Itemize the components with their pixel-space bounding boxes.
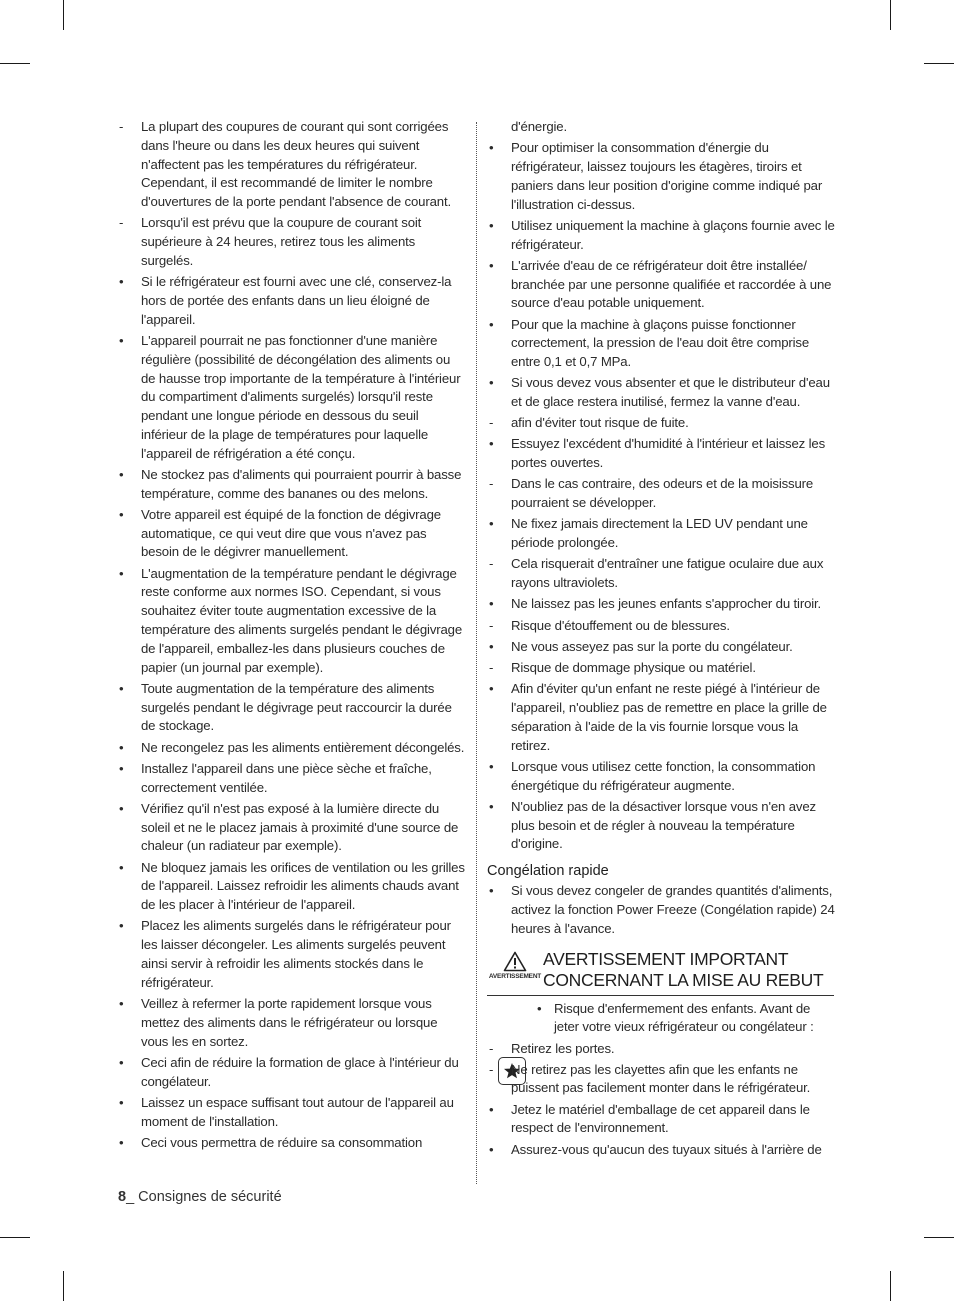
bullet-marker: • [489, 516, 494, 532]
list-item-text: Ceci vous permettra de réduire sa consommation [141, 1134, 423, 1150]
list-item [117, 1134, 467, 1153]
bullet-marker: • [489, 316, 494, 332]
list-item-text: d'énergie. [511, 119, 568, 134]
list-item-text: Dans le cas contraire, des odeurs et de la moisissure pourraient se développer. [511, 476, 814, 511]
list-item-text: afin d'éviter tout risque de fuite. [511, 415, 689, 431]
list-item-text: Placez les aliments surgelés dans le réfrigérateur pour les laisser décongeler. Les aliments surgelés peuvent ainsi servir à refroidir les aliments stockés dans le réfrigérateur. [141, 918, 451, 990]
dash-marker: - [489, 1040, 494, 1056]
list-item-text: L'arrivée d'eau de ce réfrigérateur doit être installée/ branchée par une personne qualifiée et raccordée à une source d'eau potable uniquement. [511, 257, 832, 311]
list-item-text: Jetez le matériel d'emballage de cet appareil dans le respect de l'environnement. [511, 1101, 810, 1136]
bullet-marker: • [119, 739, 124, 755]
list-item [487, 316, 837, 372]
bullet-marker: • [489, 681, 494, 697]
list-item-text: Votre appareil est équipé de la fonction de dégivrage automatique, ce qui veut dire que vous n'avez pas besoin de le dégivrer manuellement. [141, 506, 441, 560]
list-item-text: Risque de dommage physique ou matériel. [511, 659, 756, 675]
bullet-marker: • [489, 217, 494, 233]
crop-mark [924, 63, 954, 64]
list-item-text: Ne recongelez pas les aliments entièrement décongelés. [141, 739, 465, 755]
list-item [117, 1094, 467, 1132]
crop-mark [63, 1271, 64, 1301]
list-item [487, 374, 837, 412]
dash-marker: - [489, 476, 494, 492]
crop-mark [0, 1237, 30, 1238]
list-item-text: Assurez-vous qu'aucun des tuyaux situés à l'arrière de [511, 1141, 822, 1157]
list-item-text: L'augmentation de la température pendant le dégivrage reste conforme aux normes ISO. Cependant, si vous souhaitez éviter toute augmentation excessive de la température des aliments surgelés pendant le dégivrage de l'appareil, emballez-les dans plusieurs couches de papier (un journal par exemple). [141, 565, 463, 675]
list-item-text: Si vous devez vous absenter et que le distributeur d'eau et de glace restera inutilisé, fermez la vanne d'eau. [511, 375, 830, 410]
bullet-marker: • [119, 918, 124, 934]
dash-marker: - [489, 415, 494, 431]
bullet-marker: • [489, 1101, 494, 1117]
dash-marker: - [489, 659, 494, 675]
dash-marker: - [489, 556, 494, 572]
list-item-text: Ne retirez pas les clayettes afin que les enfants ne puissent pas facilement monter dans le réfrigérateur. [511, 1061, 811, 1096]
bullet-marker: • [489, 596, 494, 612]
left-list [117, 118, 467, 1152]
warning-title: AVERTISSEMENT IMPORTANT CONCERNANT LA MISE AU REBUT [543, 948, 824, 990]
crop-mark [890, 1271, 891, 1301]
list-item [117, 565, 467, 678]
list-item-text: Retirez les portes. [511, 1040, 615, 1056]
list-item [487, 882, 837, 938]
bullet-marker: • [489, 375, 494, 391]
list-item-text: Pour optimiser la consommation d'énergie du réfrigérateur, laissez toujours les étagères, tiroirs et paniers dans leur position d'origine comme indiqué par l'illustration ci-dessus. [511, 140, 823, 212]
list-item-text: Risque d'enfermement des enfants. Avant de jeter votre vieux réfrigérateur ou congélateur : [554, 1000, 814, 1035]
bullet-marker: • [119, 274, 124, 290]
list-item-text: Ne laissez pas les jeunes enfants s'approcher du tiroir. [511, 596, 822, 612]
list-item [117, 680, 467, 736]
warning-triangle-icon [503, 951, 527, 972]
list-item-text: L'appareil pourrait ne pas fonctionner d'une manière régulière (possibilité de décongélation des aliments ou de hausse trop importante de la température à l'intérieur du compartiment d'aliments surgelés) lorsqu'il reste pendant une longue période en dessous du seuil inférieur de la plage de températures pour laquelle l'appareil de réfrigération a été conçu. [141, 332, 461, 461]
list-item-text: Vérifiez qu'il n'est pas exposé à la lumière directe du soleil et ne le placez jamais à proximité d'une source de chaleur (un radiateur par exemple). [141, 800, 459, 854]
warning-body-wrap [487, 1000, 837, 1160]
list-item [487, 758, 837, 796]
list-item [117, 506, 467, 562]
list-item-text: Si le réfrigérateur est fourni avec une clé, conservez-la hors de portée des enfants dans un lieu éloigné de l'appareil. [141, 274, 452, 327]
dash-marker: - [119, 119, 124, 134]
bullet-marker: • [119, 565, 124, 581]
bullet-marker: • [537, 1000, 542, 1016]
bullet-marker: • [489, 798, 494, 814]
list-item [117, 118, 467, 212]
list-item [487, 1040, 837, 1059]
list-item [487, 139, 837, 214]
list-item-text: Afin d'éviter qu'un enfant ne reste piégé à l'intérieur de l'appareil, n'oubliez pas de remettre en place la grille de séparation à l'aide de la vis fournie lorsque vous la retirez. [511, 681, 827, 753]
list-item [487, 1101, 837, 1139]
warning-icon [487, 949, 543, 980]
bullet-marker: • [119, 760, 124, 776]
list-item-text: Installez l'appareil dans une pièce sèche et fraîche, correctement ventilée. [141, 760, 432, 795]
list-item-text: Ne bloquez jamais les orifices de ventilation ou les grilles de l'appareil. Laissez refroidir les aliments chauds avant de les placer à l'intérieur de l'appareil. [141, 859, 465, 913]
dash-marker: - [489, 1061, 494, 1077]
list-item-text: N'oubliez pas de la désactiver lorsque vous n'en avez plus besoin et de régler à nouveau la température d'origine. [511, 798, 816, 852]
list-item [487, 555, 837, 593]
bullet-marker: • [489, 883, 494, 899]
list-item [117, 995, 467, 1051]
bullet-marker: • [119, 995, 124, 1011]
list-item-text: Ne fixez jamais directement la LED UV pendant une période prolongée. [511, 516, 808, 551]
list-item [117, 214, 467, 270]
bullet-marker: • [489, 436, 494, 452]
list-item-text: Lorsque vous utilisez cette fonction, la consommation énergétique du réfrigérateur augmente. [511, 758, 816, 793]
right-column [487, 118, 837, 1162]
list-item-text: Risque d'étouffement ou de blessures. [511, 617, 730, 633]
list-item [487, 638, 837, 657]
list-item [487, 659, 837, 678]
bullet-marker: • [119, 800, 124, 816]
list-item-text: La plupart des coupures de courant qui sont corrigées dans l'heure ou dans les deux heures qui suivent n'affectent pas les températures du réfrigérateur. Cependant, il est recommandé de limiter le nombre d'ouvertures de la porte pendant l'absence de courant. [141, 119, 451, 210]
bullet-marker: • [119, 1054, 124, 1070]
bullet-marker: • [119, 466, 124, 482]
list-item [117, 859, 467, 915]
list-item [487, 475, 837, 513]
list-item-text: Cela risquerait d'entraîner une fatigue oculaire due aux rayons ultraviolets. [511, 556, 824, 591]
list-item [487, 257, 837, 313]
crop-mark [890, 0, 891, 30]
warning-icon-label: AVERTISSEMENT [488, 972, 542, 980]
bullet-marker: • [489, 140, 494, 156]
bullet-marker: • [119, 859, 124, 875]
left-column [117, 118, 467, 1155]
footer-section: _ Consignes de sécurité [126, 1189, 282, 1205]
list-item-text: Laissez un espace suffisant tout autour de l'appareil au moment de l'installation. [141, 1094, 454, 1129]
right-list [487, 118, 837, 854]
list-item [117, 800, 467, 856]
list-item-text: Lorsqu'il est prévu que la coupure de courant soit supérieure à 24 heures, retirez tous les aliments surgelés. [141, 215, 422, 268]
list-item-text: Ceci afin de réduire la formation de glace à l'intérieur du congélateur. [141, 1054, 459, 1089]
list-item [487, 515, 837, 553]
bullet-marker: • [489, 257, 494, 273]
list-item [117, 466, 467, 504]
quick-freeze-title: Congélation rapide [487, 863, 609, 880]
bullet-marker: • [119, 332, 124, 348]
page-number: 8 [118, 1189, 127, 1205]
dash-marker: - [489, 617, 494, 633]
list-item [117, 739, 467, 758]
list-item [487, 1141, 837, 1160]
list-item [487, 798, 837, 854]
list-item [117, 332, 467, 464]
crop-mark [924, 1237, 954, 1238]
bullet-marker: • [489, 1141, 494, 1157]
bullet-marker: • [119, 1134, 124, 1150]
list-item-text: Utilisez uniquement la machine à glaçons fournie avec le réfrigérateur. [511, 217, 835, 252]
bullet-marker: • [119, 1094, 124, 1110]
page-footer [118, 1189, 282, 1205]
list-item-text: Ne vous asseyez pas sur la porte du congélateur. [511, 638, 793, 654]
bullet-marker: • [119, 680, 124, 696]
warning-header [487, 949, 834, 996]
list-item [487, 1000, 837, 1038]
bullet-marker: • [489, 758, 494, 774]
list-item [487, 595, 837, 614]
dash-marker: - [119, 215, 124, 231]
list-item-text: Pour que la machine à glaçons puisse fonctionner correctement, la pression de l'eau doit être comprise entre 0,1 et 0,7 MPa. [511, 316, 810, 370]
list-item-text: Essuyez l'excédent d'humidité à l'intérieur et laissez les portes ouvertes. [511, 436, 826, 471]
crop-mark [0, 63, 30, 64]
list-item [487, 435, 837, 473]
list-item [487, 617, 837, 636]
list-item [487, 118, 837, 137]
crop-mark [63, 0, 64, 30]
list-item [117, 273, 467, 329]
bullet-marker: • [119, 506, 124, 522]
list-item-text: Si vous devez congeler de grandes quantités d'aliments, activez la fonction Power Freeze (Congélation rapide) 24 heures à l'avance. [511, 883, 835, 936]
list-item [487, 217, 837, 255]
list-item-text: Veillez à refermer la porte rapidement lorsque vous mettez des aliments dans le réfrigérateur ou lorsque vous les en sortez. [141, 995, 438, 1049]
list-item [487, 414, 837, 433]
list-item-text: Ne stockez pas d'aliments qui pourraient pourrir à basse température, comme des bananes ou des melons. [141, 466, 462, 501]
list-item [117, 760, 467, 798]
list-item [117, 1054, 467, 1092]
warning-list [487, 1000, 837, 1160]
quick-freeze-list [487, 882, 837, 938]
list-item-text: Toute augmentation de la température des aliments surgelés pendant le dégivrage peut raccourcir la durée de stockage. [141, 680, 452, 734]
bullet-marker: • [489, 638, 494, 654]
list-item [487, 1061, 837, 1099]
column-divider [476, 122, 477, 1184]
list-item [487, 680, 837, 755]
list-item [117, 917, 467, 992]
